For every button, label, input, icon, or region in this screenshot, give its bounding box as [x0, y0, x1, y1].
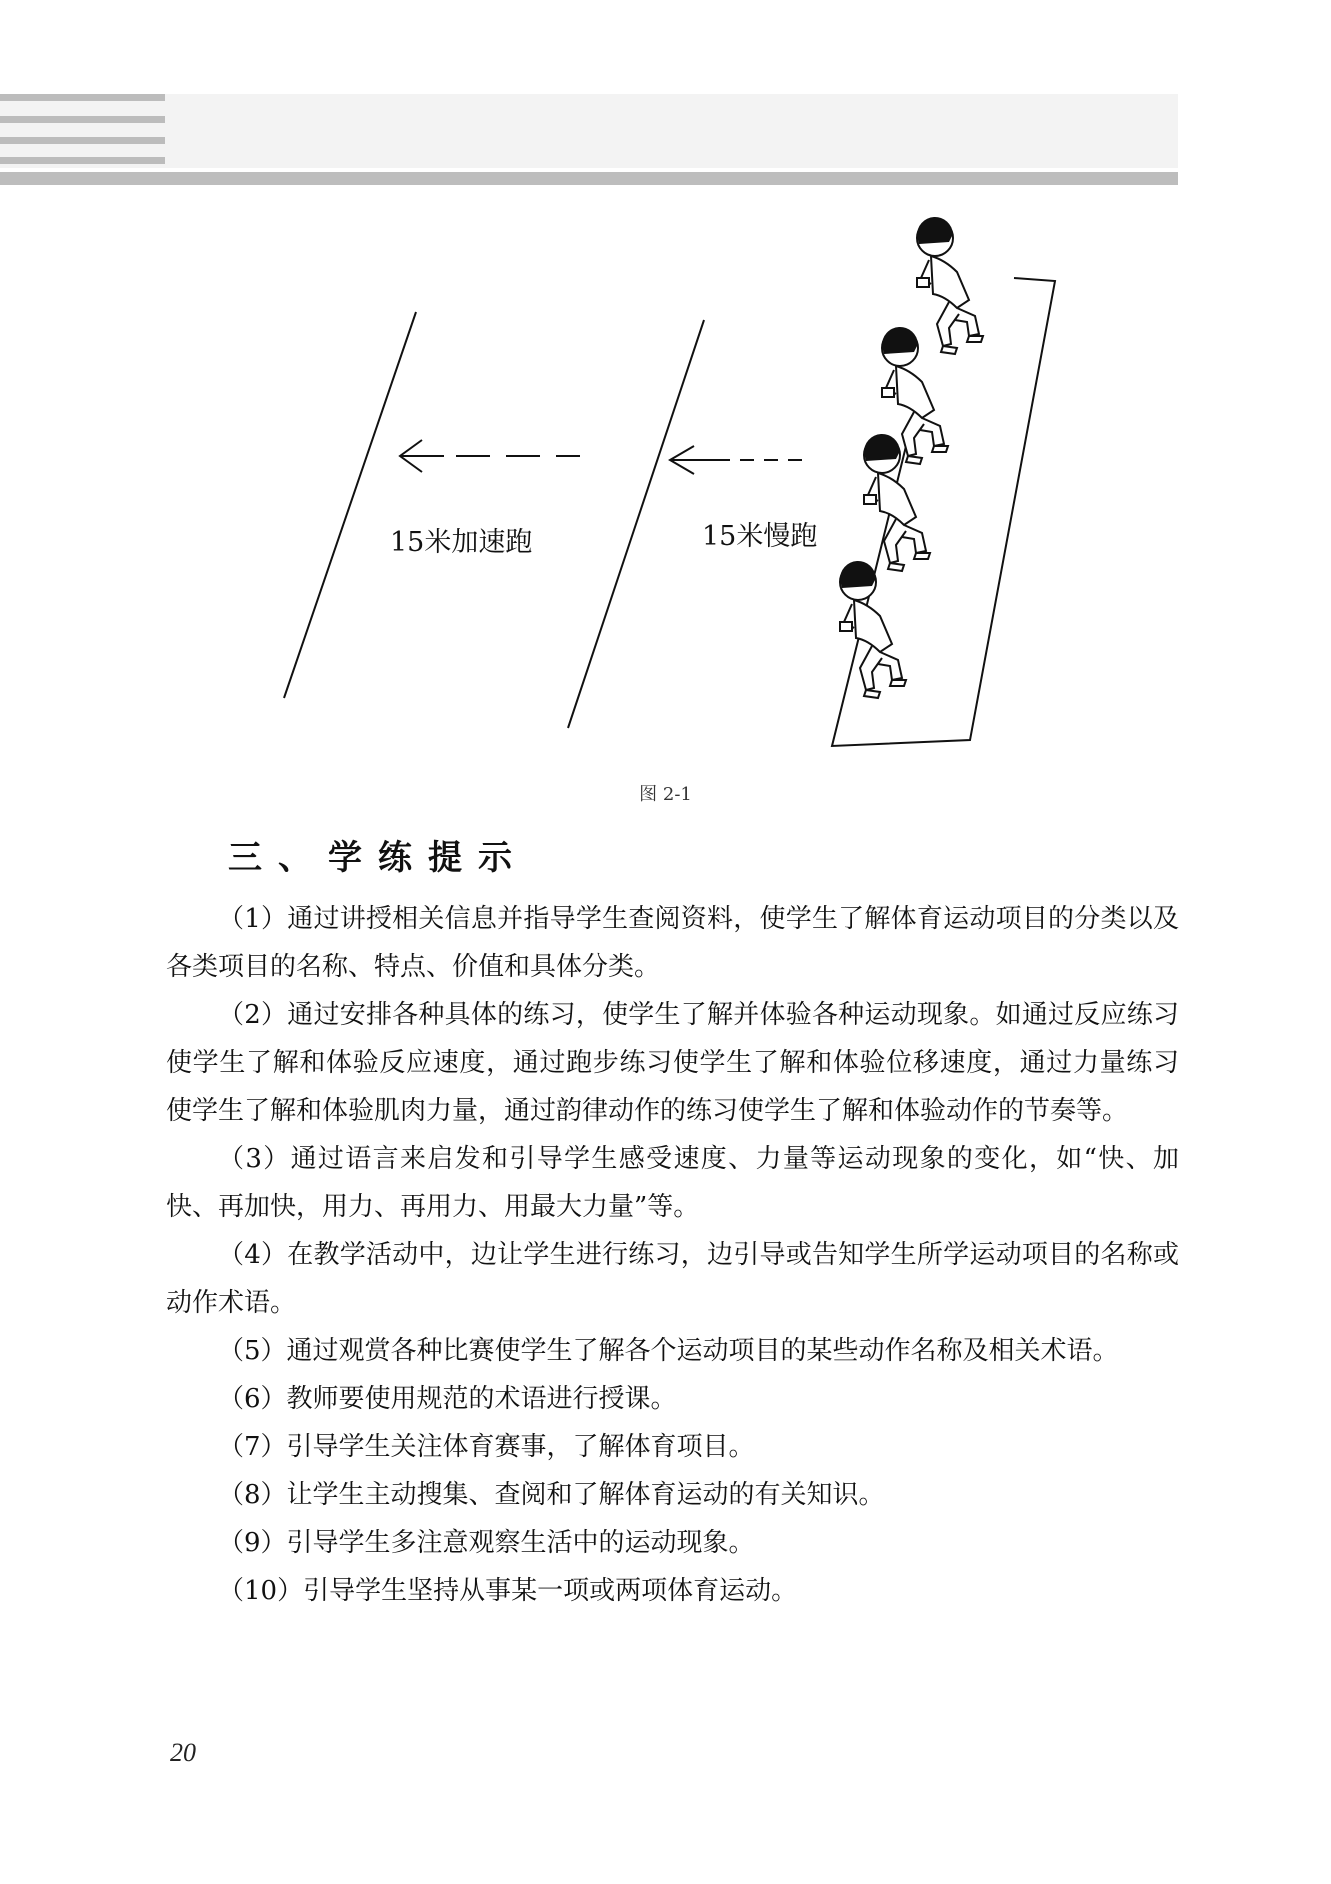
header-stripe — [0, 94, 165, 101]
paragraph: （4）在教学活动中，边让学生进行练习，边引导或告知学生所学运动项目的名称或动作术语。 — [166, 1240, 1179, 1318]
section-title: 三、学练提示 — [228, 838, 528, 878]
paragraph: （9）引导学生多注意观察生活中的运动现象。 — [218, 1528, 755, 1558]
runner-figure — [917, 217, 983, 354]
paragraph: （3）通过语言来启发和引导学生感受速度、力量等运动现象的变化，如“快、加快、再加快，用力、再用力、用最大力量”等。 — [166, 1144, 1179, 1222]
paragraph: （6）教师要使用规范的术语进行授课。 — [218, 1384, 677, 1414]
header-band — [0, 94, 1178, 168]
figure-caption: 图 2-1 — [639, 784, 692, 805]
label-accelerate-run: 15米加速跑 — [390, 527, 533, 558]
paragraph: （1）通过讲授相关信息并指导学生查阅资料，使学生了解体育运动项目的分类以及各类项目的名称、特点、价值和具体分类。 — [166, 904, 1179, 982]
label-slow-run: 15米慢跑 — [702, 521, 818, 552]
header-stripe — [0, 137, 165, 144]
paragraph: （7）引导学生关注体育赛事，了解体育项目。 — [218, 1432, 755, 1462]
paragraph: （2）通过安排各种具体的练习，使学生了解并体验各种运动现象。如通过反应练习使学生了解和体验反应速度，通过跑步练习使学生了解和体验位移速度，通过力量练习使学生了解和体验肌肉力量，通过韵律动作的练习使学生了解和体验动作的节奏等。 — [166, 1000, 1179, 1126]
lane-line-middle — [568, 320, 704, 728]
lane-line-left — [284, 312, 416, 698]
paragraph: （8）让学生主动搜集、查阅和了解体育运动的有关知识。 — [218, 1480, 885, 1510]
paragraph: （10）引导学生坚持从事某一项或两项体育运动。 — [218, 1576, 798, 1606]
header-stripe — [0, 116, 165, 123]
runner-figure — [864, 434, 930, 571]
header-bar — [0, 172, 1178, 185]
running-drill-figure — [270, 210, 1070, 760]
paragraph: （5）通过观赏各种比赛使学生了解各个运动项目的某些动作名称及相关术语。 — [218, 1336, 1119, 1366]
page-number: 20 — [170, 1738, 196, 1767]
header-stripe — [0, 157, 165, 164]
body-text — [166, 895, 1179, 1615]
